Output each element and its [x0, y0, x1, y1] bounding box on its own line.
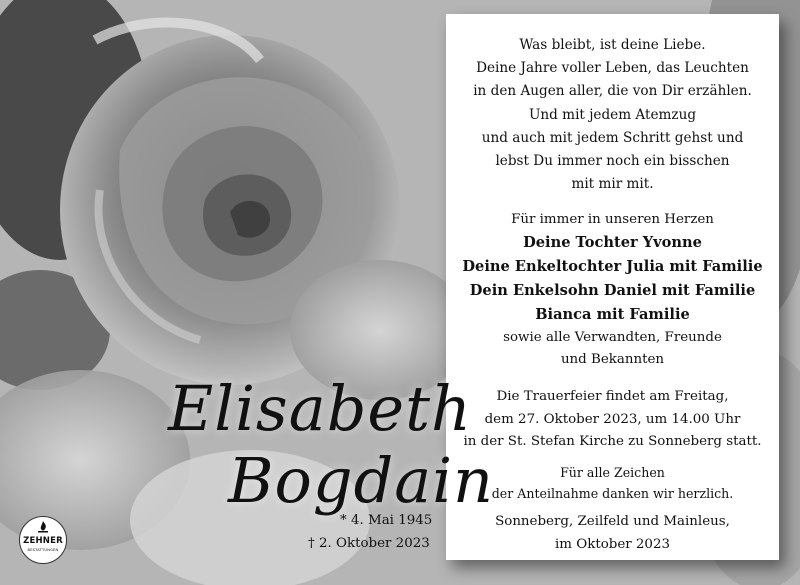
mourners-list [446, 209, 779, 371]
poem-line: Deine Jahre voller Leben, das Leuchten [476, 60, 749, 77]
mourner-name: Deine Tochter Yvonne [523, 234, 702, 251]
poem-line: Und mit jedem Atemzug [528, 106, 697, 123]
logo-name: ZEHNER [23, 536, 63, 546]
mourner-name: Bianca mit Familie [535, 306, 690, 323]
death-date: † 2. Oktober 2023 [308, 536, 430, 551]
flame-icon [35, 521, 51, 533]
poem-line: und auch mit jedem Schritt gehst und [481, 129, 744, 146]
poem-line: in den Augen aller, die von Dir erzählen. [473, 83, 752, 100]
poem-verse [446, 34, 779, 196]
place-line: im Oktober 2023 [554, 537, 670, 552]
place-and-date [446, 510, 779, 556]
poem-line: mit mir mit. [571, 176, 654, 193]
mourner-name: Deine Enkeltochter Julia mit Familie [462, 258, 763, 275]
deceased-first-name: Elisabeth [168, 372, 472, 445]
mourners-intro: Für immer in unseren Herzen [511, 212, 714, 227]
thanks-line: der Anteilnahme danken wir herzlich. [491, 486, 734, 501]
mourners-others: sowie alle Verwandten, Freunde [503, 330, 722, 345]
funeral-service-info [446, 386, 779, 454]
mourner-name: Dein Enkelsohn Daniel mit Familie [469, 282, 756, 299]
poem-line: lebst Du immer noch ein bisschen [495, 153, 730, 170]
deceased-last-name: Bogdain [228, 444, 494, 517]
birth-date: * 4. Mai 1945 [340, 513, 433, 528]
service-line: in der St. Stefan Kirche zu Sonneberg statt. [463, 434, 762, 449]
thanks-note [446, 462, 779, 504]
funeral-home-logo [19, 516, 67, 564]
poem-line: Was bleibt, ist deine Liebe. [519, 37, 706, 53]
logo-subtitle: BESTATTUNGEN [27, 548, 59, 552]
thanks-line: Für alle Zeichen [560, 465, 665, 480]
mourners-others: und Bekannten [560, 352, 665, 367]
notice-card [446, 14, 779, 560]
service-line: Die Trauerfeier findet am Freitag, [496, 389, 729, 404]
place-line: Sonneberg, Zeilfeld und Mainleus, [495, 514, 730, 529]
service-line: dem 27. Oktober 2023, um 14.00 Uhr [484, 411, 741, 427]
